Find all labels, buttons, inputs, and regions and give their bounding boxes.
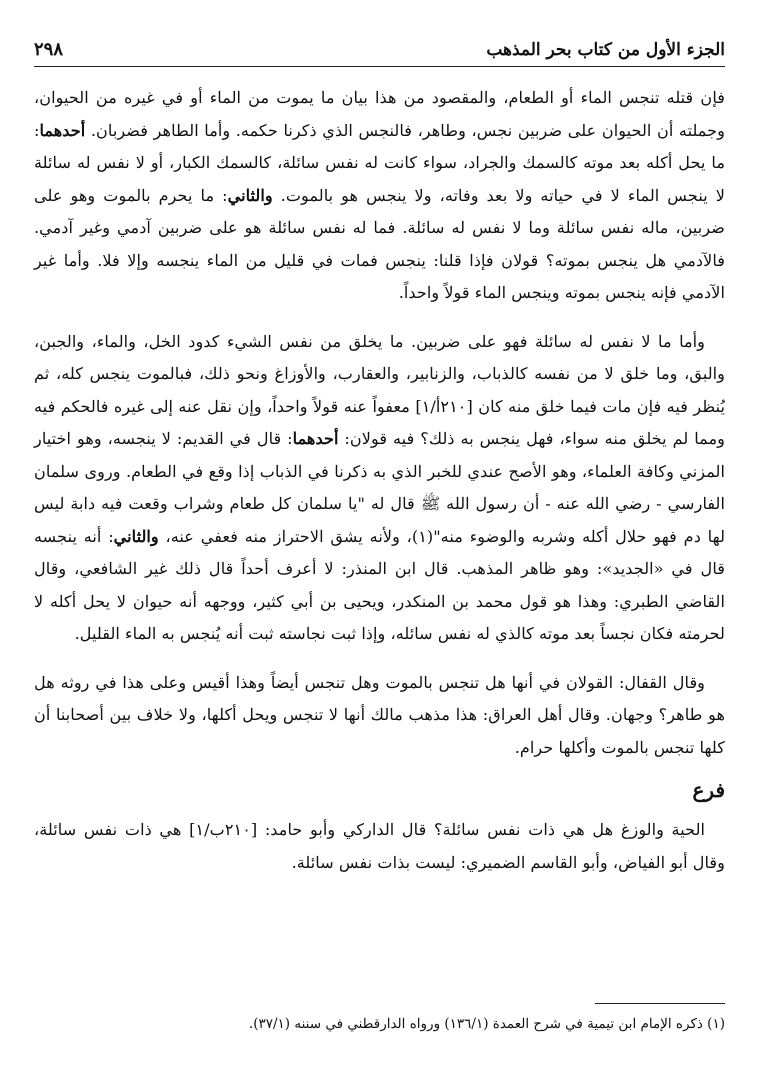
running-title: الجزء الأول من كتاب بحر المذهب (486, 40, 725, 60)
text-run: وقال القفال: القولان في أنها هل تنجس بالموت وهل تنجس أيضاً وهذا أقيس وعلى هذا في روثه هل هو طاهر؟ وجهان. وقال أهل العراق: هذا مذهب مالك أنها لا تنجس ويحل أكلها، ولا خلاف بين أصحابنا أن كلها تنجس بالموت وأكلها حرام. (34, 672, 725, 757)
paragraph-3 (34, 667, 725, 765)
page-body (34, 82, 725, 879)
text-run: : أنه ينجسه قال في «الجديد»: وهو ظاهر المذهب. قال ابن المنذر: لا أعرف أحداً قال ذلك غير الشافعي، وقال القاضي الطبري: وهذا هو قول محمد بن المنكدر، ويحيى بن أبي كثير، ووجهه أنه حيوان لا يحل أكله لا لحرمته فكان نجساً بعد موته كالذي له نفس سائله، وإذا ثبت نجاسته ثبت أنه يُنجس به الماء القليل. (34, 526, 725, 643)
paragraph-2 (34, 326, 725, 651)
footnote-divider (595, 1003, 725, 1004)
keyword-term: أحدهما (39, 120, 86, 140)
paragraph-4: الحية والوزغ هل هي ذات نفس سائلة؟ قال الداركي وأبو حامد: [٢١٠ب/١] هي ذات نفس سائلة، وقال أبو الفياض، وأبو القاسم الضميري: ليست بذات نفس سائلة. (34, 820, 725, 872)
text-run: : ما يحل أكله بعد موته كالسمك والجراد، سواء كانت له نفس سائلة، كالسمك الكبار، أو لا نفس له سائلة لا ينجس الماء لا في حياته ولا بعد وفاته، ولا ينجس هو بالموت. (34, 120, 725, 205)
keyword-term: أحدهما (292, 429, 339, 448)
text-run: : ما يحرم بالموت وهو على ضربين، ماله نفس سائلة وما لا نفس له سائلة. فما له نفس سائلة هو على ضربين آدمي وغير آدمي. فالآدمي هل ينجس بموته؟ قولان فإذا قلنا: ينجس فمات في قليل من الماء ينجسه وإلا فلا. وأما غير الآدمي فإنه ينجس بموته وينجس الماء قولاً واحداً. (34, 185, 725, 302)
page-number: ٢٩٨ (34, 39, 64, 60)
text-run: : قال في القديم: لا ينجسه، وهو اختيار المزني وكافة العلماء، وهو الأصح عندي للخبر الذي به ذكرنا في الذباب إذا وقع في الطعام. وروى سلمان الفارسي - رضي الله عنه - أن رسول الله ﷺ قال له "يا سلمان كل طعام وشراب وقعت فيه دابة ليس لها دم فهو حلال أكله وشربه والوضوء منه"(١)، ولأنه يشق الاحتراز منه فعفي عنه، (34, 429, 726, 546)
page-header (34, 38, 725, 67)
keyword-term: والثاني (227, 185, 273, 205)
paragraph-1 (34, 82, 725, 310)
text-run: وأما ما لا نفس له سائلة فهو على ضربين. ما يخلق من نفس الشيء كدود الخل، والماء، والجبن، والبق، وما خلق لا من نفسه كالذباب، والزنابير، والعقارب، والأوزاغ ونحو ذلك، فبالموت ينجس كله، ثم يُنظر فيه فإن مات فيما خلق منه كان [٢١٠أ/١] معفواً عنه قولاً واحداً، وإن نقل عنه إلى غيره فالحكم فيه ومما لم يخلق منه سواء، فهل ينجس به ذلك؟ فيه قولان: (34, 331, 725, 448)
footnote: (١) ذكره الإمام ابن تيمية في شرح العمدة (١٣٦/١) ورواه الدارقطني في سننه (٣٧/١). (248, 1016, 725, 1032)
text-run: فإن قتله تنجس الماء أو الطعام، والمقصود من هذا بيان ما يموت من الماء أو في غيره من الحيوان، وجملته أن الحيوان على ضربين نجس، وطاهر، فالنجس الذي ذكرنا حكمه. وأما الطاهر فضربان. (34, 88, 725, 140)
keyword-term: والثاني (113, 526, 159, 546)
section-heading: فرع (692, 778, 725, 802)
